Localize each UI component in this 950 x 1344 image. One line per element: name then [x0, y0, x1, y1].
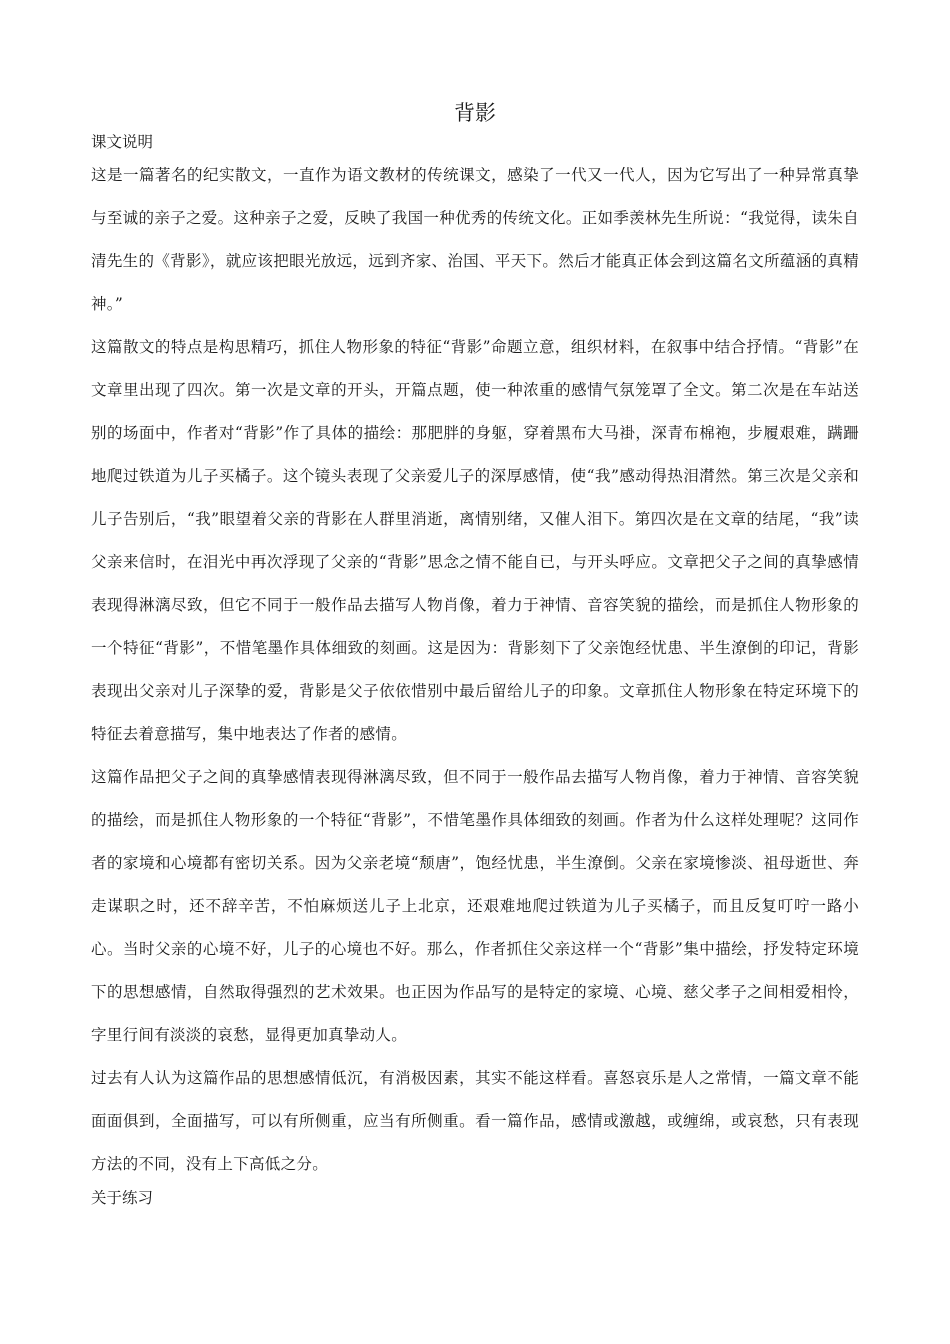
document-title: 背影 — [454, 101, 496, 125]
paragraph-2: 这篇散文的特点是构思精巧，抓住人物形象的特征“背影”命题立意，组织材料，在叙事中结合抒情。“背影”在文章里出现了四次。第一次是文章的开头，开篇点题，使一种浓重的感情气氛笼罩了全文。第二次是在车站送别的场面中，作者对“背影”作了具体的描绘：那肥胖的身躯，穿着黑布大马褂，深青布棉袍，步履艰难，蹒跚地爬过铁道为儿子买橘子。这个镜头表现了父亲爱儿子的深厚感情，使“我”感动得热泪潸然。第三次是父亲和儿子告别后，“我”眼望着父亲的背影在人群里消逝，离情别绪，又催人泪下。第四次是在文章的结尾，“我”读父亲来信时，在泪光中再次浮现了父亲的“背影”思念之情不能自已，与开头呼应。文章把父子之间的真挚感情表现得淋漓尽致，但它不同于一般作品去描写人物肖像，着力于神情、音容笑貌的描绘，而是抓住人物形象的一个特征“背影”，不惜笔墨作具体细致的刻画。这是因为：背影刻下了父亲饱经忧患、半生潦倒的印记，背影表现出父亲对儿子深挚的爱，背影是父子依依惜别中最后留给儿子的印象。文章抓住人物形象在特定环境下的特征去着意描写，集中地表达了作者的感情。 — [91, 338, 859, 743]
paragraph-1: 这是一篇著名的纪实散文，一直作为语文教材的传统课文，感染了一代又一代人，因为它写出了一种异常真挚与至诚的亲子之爱。这种亲子之爱，反映了我国一种优秀的传统文化。正如季羡林先生所说：“我觉得，读朱自清先生的《背影》，就应该把眼光放远，远到齐家、治国、平天下。然后才能真正体会到这篇名文所蕴涵的真精神。” — [91, 166, 859, 313]
document-page — [91, 98, 859, 1218]
footer-heading: 关于练习 — [91, 1189, 154, 1207]
section-heading: 课文说明 — [91, 133, 154, 151]
paragraph-4: 过去有人认为这篇作品的思想感情低沉，有消极因素，其实不能这样看。喜怒哀乐是人之常情，一篇文章不能面面俱到，全面描写，可以有所侧重，应当有所侧重。看一篇作品，感情或激越，或缠绵，或哀愁，只有表现方法的不同，没有上下高低之分。 — [91, 1069, 859, 1173]
paragraph-3: 这篇作品把父子之间的真挚感情表现得淋漓尽致，但不同于一般作品去描写人物肖像，着力于神情、音容笑貌的描绘，而是抓住人物形象的一个特征“背影”，不惜笔墨作具体细致的刻画。作者为什么这样处理呢？这同作者的家境和心境都有密切关系。因为父亲老境“颓唐”，饱经忧患，半生潦倒。父亲在家境惨淡、祖母逝世、奔走谋职之时，还不辞辛苦，不怕麻烦送儿子上北京，还艰难地爬过铁道为儿子买橘子，而且反复叮咛一路小心。当时父亲的心境不好，儿子的心境也不好。那么，作者抓住父亲这样一个“背影”集中描绘，抒发特定环境下的思想感情，自然取得强烈的艺术效果。也正因为作品写的是特定的家境、心境、慈父孝子之间相爱相怜，字里行间有淡淡的哀愁，显得更加真挚动人。 — [91, 768, 859, 1044]
